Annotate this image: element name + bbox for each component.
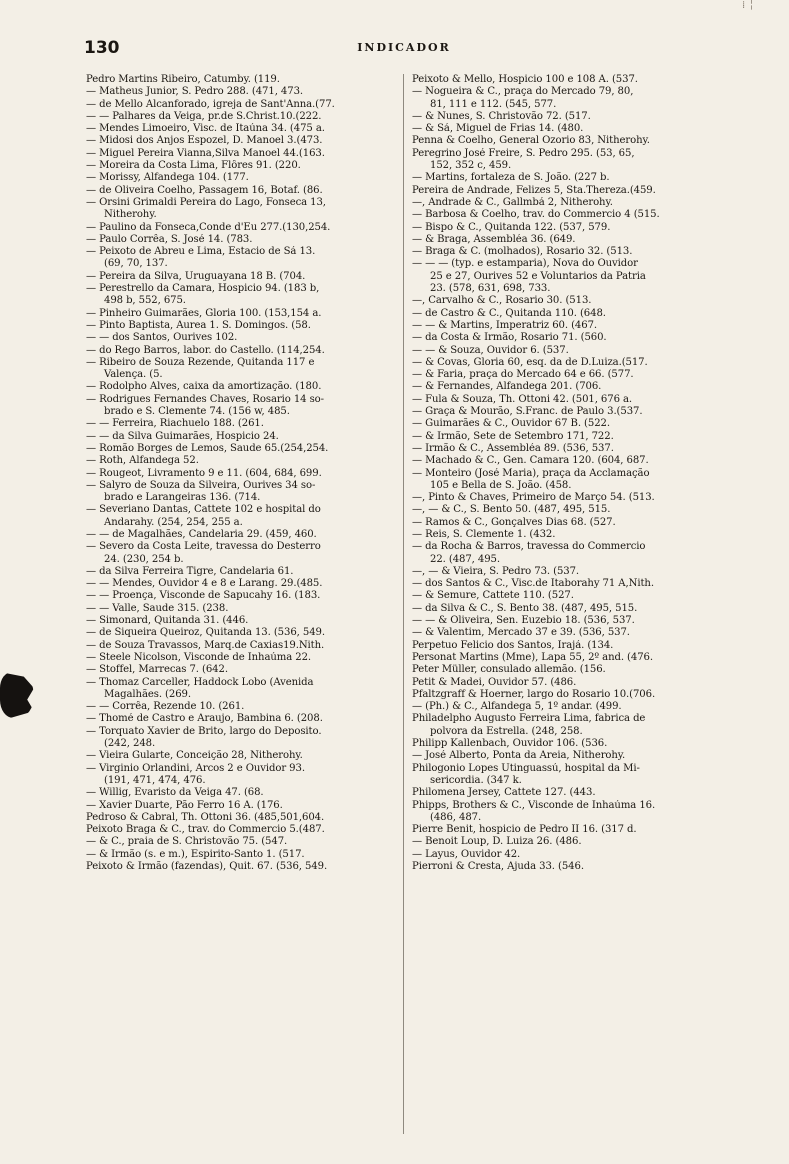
directory-entry: — Ribeiro de Souza Rezende, Quitanda 117 e	[86, 356, 315, 368]
directory-entry: — de Souza Travassos, Marq.de Caxias19.Nith.	[86, 639, 325, 651]
directory-entry: —, Carvalho & C., Rosario 30. (513.	[412, 295, 592, 307]
directory-entry: 152, 352 c, 459.	[430, 160, 512, 172]
directory-entry: — & Faria, praça do Mercado 64 e 66. (577.	[412, 369, 634, 381]
directory-entry: — Benoit Loup, D. Luiza 26. (486.	[412, 836, 582, 848]
directory-entry: — Fula & Souza, Th. Ottoni 42. (501, 676 a.	[412, 393, 633, 405]
directory-entry: 105 e Bella de S. João. (458.	[430, 479, 572, 491]
directory-entry: — (Ph.) & C., Alfandega 5, 1º andar. (499.	[412, 701, 622, 713]
directory-entry: — Ramos & C., Gonçalves Dias 68. (527.	[412, 516, 616, 528]
directory-entry: — & Covas, Gloria 60, esq. da de D.Luiza.(517.	[412, 356, 648, 368]
directory-entry: — Paulo Corrêa, S. José 14. (783.	[86, 233, 253, 245]
directory-entry: brado e S. Clemente 74. (156 w, 485.	[104, 406, 290, 418]
directory-entry: — Reis, S. Clemente 1. (432.	[412, 528, 556, 540]
directory-entry: Phipps, Brothers & C., Visconde de Inhaúma 16.	[412, 799, 656, 811]
directory-entry: — Nogueira & C., praça do Mercado 79, 80,	[412, 86, 634, 98]
directory-entry: —, — & Vieira, S. Pedro 73. (537.	[412, 565, 580, 577]
directory-entry: Penna & Coelho, General Ozorio 83, Nitherohy.	[412, 135, 650, 147]
directory-entry: — Matheus Junior, S. Pedro 288. (471, 473.	[86, 86, 303, 98]
directory-entry: 81, 111 e 112. (545, 577.	[430, 98, 557, 110]
directory-entry: sericordia. (347 k.	[430, 774, 522, 786]
directory-entry: — — Corrêa, Rezende 10. (261.	[86, 701, 245, 713]
directory-entry: Philadelpho Augusto Ferreira Lima, fabrica de	[412, 713, 646, 725]
directory-entry: polvora da Estrella. (248, 258.	[430, 725, 583, 737]
directory-entry: — Miguel Pereira Vianna,Silva Manoel 44.(163.	[86, 147, 325, 159]
directory-entry: — Romão Borges de Lemos, Saude 65.(254,254.	[86, 442, 329, 454]
directory-entry: — & Sá, Miguel de Frias 14. (480.	[412, 123, 584, 135]
directory-entry: — da Costa & Irmão, Rosario 71. (560.	[412, 332, 607, 344]
page-number: 130	[84, 38, 120, 58]
directory-entry: — Roth, Alfandega 52.	[86, 455, 199, 467]
directory-entry: 25 e 27, Ourives 52 e Voluntarios da Patria	[430, 270, 646, 282]
directory-entry: Nitherohy.	[104, 209, 157, 221]
directory-entry: — — & Souza, Ouvidor 6. (537.	[412, 344, 569, 356]
directory-entry: Perpetuo Felicio dos Santos, Irajá. (134.	[412, 639, 614, 651]
directory-entry: — Barbosa & Coelho, trav. do Commercio 4 (515.	[412, 209, 660, 221]
directory-entry: — & Semure, Cattete 110. (527.	[412, 590, 574, 602]
directory-entry: Pierre Benit, hospicio de Pedro II 16. (317 d.	[412, 824, 637, 836]
directory-entry: — Perestrello da Camara, Hospicio 94. (183 b,	[86, 283, 320, 295]
directory-entry: — Rodolpho Alves, caixa da amortização. (180.	[86, 381, 322, 393]
directory-entry: — Torquato Xavier de Brito, largo do Deposito.	[86, 725, 322, 737]
directory-entry: — — da Silva Guimarães, Hospicio 24.	[86, 430, 279, 442]
directory-entry: — — — (typ. e estamparia), Nova do Ouvidor	[412, 258, 638, 270]
directory-entry: — Graça & Mourão, S.Franc. de Paulo 3.(537.	[412, 406, 643, 418]
directory-entry: — Steele Nicolson, Visconde de Inhaúma 22.	[86, 651, 312, 663]
directory-entry: Peixoto & Irmão (fazendas), Quit. 67. (536, 549.	[86, 861, 328, 872]
directory-entry: Pierroni & Cresta, Ajuda 33. (546.	[412, 861, 584, 872]
running-title: INDICADOR	[357, 41, 451, 54]
directory-entry: 23. (578, 631, 698, 733.	[430, 283, 551, 295]
directory-entry: — — Palhares da Veiga, pr.de S.Christ.10.(222.	[86, 110, 322, 122]
directory-entry: — Midosi dos Anjos Espozel, D. Manoel 3.(473.	[86, 135, 323, 147]
directory-entry: (242, 248.	[104, 738, 156, 750]
directory-entry: — — Proença, Visconde de Sapucahy 16. (183.	[86, 590, 321, 602]
page-header	[84, 38, 724, 60]
directory-entry: — Braga & C. (molhados), Rosario 32. (513.	[412, 246, 633, 258]
directory-entry: — Morissy, Alfandega 104. (177.	[86, 172, 249, 184]
directory-entry: — — de Magalhães, Candelaria 29. (459, 460.	[86, 528, 317, 540]
directory-entry: — Machado & C., Gen. Camara 120. (604, 687.	[412, 455, 649, 467]
directory-entry: Peixoto & Mello, Hospicio 100 e 108 A. (537.	[412, 74, 638, 85]
directory-entry: 22. (487, 495.	[430, 553, 500, 565]
margin-mark: ⁞ ╎	[742, 0, 755, 11]
directory-entry: — Mendes Limoeiro, Visc. de Itaúna 34. (475 a.	[86, 123, 325, 135]
directory-entry: — Rougeot, Livramento 9 e 11. (604, 684, 699.	[86, 467, 322, 479]
directory-entry: Personat Martins (Mme), Lapa 55, 2º and. (476.	[412, 651, 653, 663]
directory-entry: — Severo da Costa Leite, travessa do Desterro	[86, 541, 321, 553]
directory-entry: — do Rego Barros, labor. do Castello. (114,254.	[86, 344, 325, 356]
directory-entry: — Paulino da Fonseca,Conde d'Eu 277.(130,254.	[86, 221, 331, 233]
directory-entry: (191, 471, 474, 476.	[104, 774, 206, 786]
directory-entry: — de Castro & C., Quitanda 110. (648.	[412, 307, 606, 319]
directory-entry: —, Pinto & Chaves, Primeiro de Março 54. (513.	[412, 492, 655, 504]
directory-entry: — & Fernandes, Alfandega 201. (706.	[412, 381, 602, 393]
directory-entry: Peixoto Braga & C., trav. do Commercio 5.(487.	[86, 824, 325, 836]
directory-entry: — Pinheiro Guimarães, Gloria 100. (153,154 a.	[86, 307, 322, 319]
directory-entry: —, — & C., S. Bento 50. (487, 495, 515.	[412, 504, 611, 516]
directory-entry: — Layus, Ouvidor 42.	[412, 848, 521, 860]
directory-entry: — Vieira Gularte, Conceição 28, Nitherohy.	[86, 750, 303, 762]
directory-entry: (69, 70, 137.	[104, 258, 168, 270]
directory-entry: — & Valentim, Mercado 37 e 39. (536, 537.	[412, 627, 630, 639]
directory-entry: — Salyro de Souza da Silveira, Ourives 34 so-	[86, 479, 316, 491]
directory-entry: — Severiano Dantas, Cattete 102 e hospital do	[86, 504, 321, 516]
directory-entry: — Peixoto de Abreu e Lima, Estacio de Sá 13.	[86, 246, 316, 258]
directory-entry: — & Nunes, S. Christovão 72. (517.	[412, 110, 591, 122]
directory-entry: — & Braga, Assembléa 36. (649.	[412, 233, 576, 245]
directory-entry: Andarahy. (254, 254, 255 a.	[104, 516, 243, 528]
directory-entry: — Bispo & C., Quitanda 122. (537, 579.	[412, 221, 611, 233]
directory-entry: — Thomaz Carceller, Haddock Lobo (Avenida	[86, 676, 314, 688]
directory-entry: 24. (230, 254 b.	[104, 553, 184, 565]
directory-entry: — da Rocha & Barros, travessa do Commercio	[412, 541, 646, 553]
directory-entry: — — dos Santos, Ourives 102.	[86, 332, 238, 344]
directory-entry: Philogonio Lopes Utinguassú, hospital da Mi-	[412, 762, 640, 774]
directory-entry: (486, 487.	[430, 811, 482, 823]
directory-entry: — Xavier Duarte, Pão Ferro 16 A. (176.	[86, 799, 283, 811]
directory-entry: — — Ferreira, Riachuelo 188. (261.	[86, 418, 264, 430]
directory-entry: — Simonard, Quitanda 31. (446.	[86, 615, 249, 627]
directory-entry: — — Valle, Saude 315. (238.	[86, 602, 229, 614]
directory-entry: — Irmão & C., Assembléa 89. (536, 537.	[412, 442, 614, 454]
directory-entry: — Martins, fortaleza de S. João. (227 b.	[412, 172, 610, 184]
directory-entry: — da Silva & C., S. Bento 38. (487, 495, 515.	[412, 602, 638, 614]
directory-entry: — de Oliveira Coelho, Passagem 16, Botaf. (86.	[86, 184, 323, 196]
directory-entry: — Virginio Orlandini, Arcos 2 e Ouvidor 93.	[86, 762, 305, 774]
directory-entry: — Pinto Baptista, Aurea 1. S. Domingos. (58.	[86, 319, 311, 331]
left-column	[86, 74, 398, 1154]
directory-entry: — Thomé de Castro e Araujo, Bambina 6. (208.	[86, 713, 323, 725]
directory-entry: Valença. (5.	[104, 369, 163, 381]
column-divider	[403, 74, 404, 1134]
directory-entry: — Moreira da Costa Lima, Flôres 91. (220.	[86, 160, 301, 172]
directory-entry: brado e Larangeiras 136. (714.	[104, 492, 261, 504]
directory-entry: — & Irmão (s. e m.), Espirito-Santo 1. (517.	[86, 848, 305, 860]
directory-entry: Peter Müller, consulado allemão. (156.	[412, 664, 606, 676]
directory-entry: — — & Martins, Imperatriz 60. (467.	[412, 319, 598, 331]
directory-entry: Pereira de Andrade, Felizes 5, Sta.Thereza.(459.	[412, 184, 656, 196]
directory-entry: — & C., praia de S. Christovão 75. (547.	[86, 836, 288, 848]
directory-entry: — Pereira da Silva, Uruguayana 18 B. (704.	[86, 270, 306, 282]
directory-entry: — Rodrigues Fernandes Chaves, Rosario 14 so-	[86, 393, 324, 405]
directory-entry: —, Andrade & C., Gallmbá 2, Nitherohy.	[412, 196, 613, 208]
directory-entry: — Willig, Evaristo da Veiga 47. (68.	[86, 787, 264, 799]
ink-blot	[0, 672, 34, 718]
directory-entry: — — Mendes, Ouvidor 4 e 8 e Larang. 29.(485.	[86, 578, 323, 590]
directory-entry: 498 b, 552, 675.	[104, 295, 186, 307]
directory-entry: Petit & Madei, Ouvidor 57. (486.	[412, 676, 577, 688]
directory-entry: — José Alberto, Ponta da Areia, Nitherohy.	[412, 750, 626, 762]
directory-entry: — Guimarães & C., Ouvidor 67 B. (522.	[412, 418, 610, 430]
directory-entry: Pedroso & Cabral, Th. Ottoni 36. (485,501,604.	[86, 811, 325, 823]
directory-entry: — — & Oliveira, Sen. Euzebio 18. (536, 537.	[412, 615, 635, 627]
directory-entry: — Monteiro (José Maria), praça da Acclamação	[412, 467, 650, 479]
directory-entry: Pedro Martins Ribeiro, Catumby. (119.	[86, 74, 280, 85]
directory-entry: — Stoffel, Marrecas 7. (642.	[86, 664, 228, 676]
directory-entry: — & Irmão, Sete de Setembro 171, 722.	[412, 430, 614, 442]
right-column	[412, 74, 728, 1154]
directory-entry: — da Silva Ferreira Tigre, Candelaria 61.	[86, 565, 294, 577]
directory-entry: Pfaltzgraff & Hoerner, largo do Rosario 10.(706.	[412, 688, 656, 700]
directory-entry: Magalhães. (269.	[104, 688, 191, 700]
directory-entry: Philipp Kallenbach, Ouvidor 106. (536.	[412, 738, 608, 750]
directory-entry: — de Siqueira Queiroz, Quitanda 13. (536, 549.	[86, 627, 325, 639]
directory-entry: — dos Santos & C., Visc.de Itaborahy 71 A,Nith.	[412, 578, 654, 590]
directory-entry: — Orsini Grimaldi Pereira do Lago, Fonseca 13,	[86, 196, 326, 208]
directory-entry: Philomena Jersey, Cattete 127. (443.	[412, 787, 596, 799]
directory-entry: — de Mello Alcanforado, igreja de Sant'Anna.(77.	[86, 98, 335, 110]
directory-entry: Peregrino José Freire, S. Pedro 295. (53, 65,	[412, 147, 635, 159]
